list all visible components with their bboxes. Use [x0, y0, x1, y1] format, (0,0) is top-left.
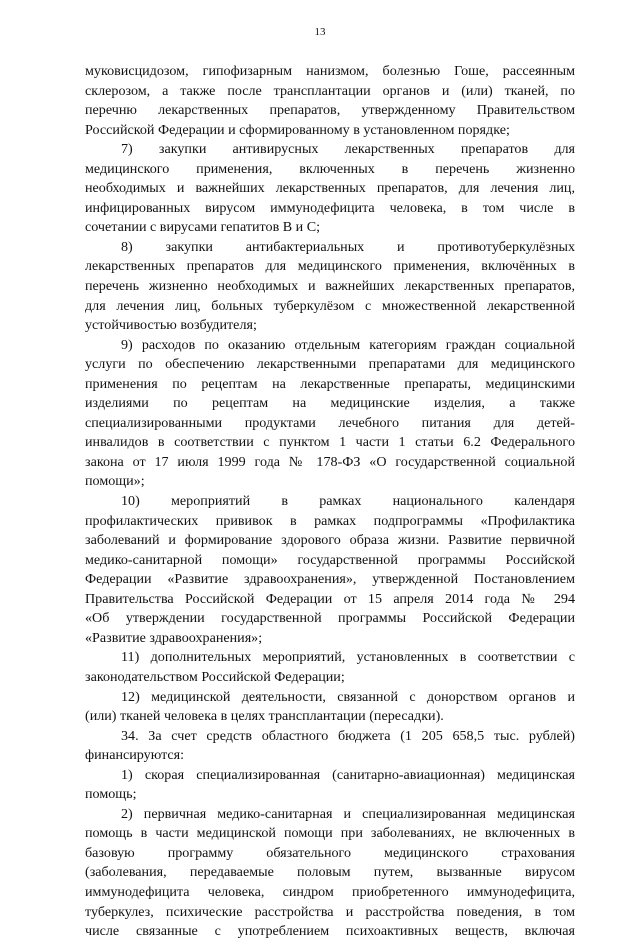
paragraph-line: заболеваний и формирование здорового образа жизни. Развитие первичной	[85, 532, 575, 549]
paragraph-line: перечень жизненно необходимых и важнейших лекарственных препаратов,	[85, 278, 575, 295]
paragraph-line: инфицированных вирусом иммунодефицита человека, в том числе в	[85, 199, 575, 216]
page-number: 13	[314, 26, 326, 38]
paragraph-line: 7) закупки антивирусных лекарственных препаратов для	[121, 141, 575, 158]
paragraph-line: «Развитие здравоохранения»;	[85, 629, 263, 646]
paragraph-line: финансируются:	[85, 747, 185, 764]
paragraph-line: 12) медицинской деятельности, связанной с донорством органов и	[121, 688, 575, 705]
paragraph-line: помощь в части медицинской помощи при заболеваниях, не включенных в	[85, 825, 575, 842]
paragraph-line: (или) тканей человека в целях трансплантации (пересадки).	[85, 708, 444, 725]
paragraph-line: необходимых и важнейших лекарственных препаратов, для лечения лиц,	[85, 180, 575, 197]
paragraph-line: профилактических прививок в рамках подпрограммы «Профилактика	[85, 512, 575, 529]
paragraph-line: базовую программу обязательного медицинского страхования	[85, 844, 575, 861]
paragraph-line: закона от 17 июля 1999 года № 178-ФЗ «О государственной социальной	[85, 453, 575, 470]
paragraph-line: (заболевания, передаваемые половым путем, вызванные вирусом	[85, 864, 575, 881]
paragraph-line: иммунодефицита человека, синдром приобретенного иммунодефицита,	[85, 883, 575, 900]
paragraph-line: склерозом, а также после трансплантации органов и (или) тканей, по	[85, 82, 575, 99]
paragraph-line: услуги по обеспечению лекарственными препаратами для медицинского	[85, 356, 575, 373]
paragraph-line: законодательством Российской Федерации;	[85, 668, 345, 685]
paragraph-line: Российской Федерации и сформированному в установленном порядке;	[85, 121, 510, 138]
paragraph-line: муковисцидозом, гипофизарным нанизмом, болезнью Гоше, рассеянным	[85, 63, 575, 79]
paragraph-line: 1) скорая специализированная (санитарно-авиационная) медицинская	[121, 766, 575, 783]
paragraph-line: помощь;	[85, 786, 137, 803]
paragraph-line: изделиями по рецептам на медицинские изделия, а также	[85, 395, 575, 412]
paragraph-line: медицинского применения, включенных в перечень жизненно	[85, 160, 575, 177]
paragraph-line: лекарственных препаратов для медицинского применения, включённых в	[85, 258, 575, 275]
paragraph-line: помощи»;	[85, 473, 145, 490]
paragraph-line: числе связанные с употреблением психоактивных веществ, включая	[85, 923, 575, 940]
paragraph-line: для лечения лиц, больных туберкулёзом с множественной лекарственной	[85, 297, 575, 314]
paragraph-line: 11) дополнительных мероприятий, установленных в соответствии с	[121, 649, 575, 666]
paragraph-line: 9) расходов по оказанию отдельным категориям граждан социальной	[121, 336, 575, 353]
paragraph-line: «Об утверждении государственной программы Российской Федерации	[85, 610, 575, 627]
document-body	[85, 62, 575, 942]
paragraph-line: Федерации «Развитие здравоохранения», утвержденной Постановлением	[85, 571, 575, 588]
paragraph-line: сочетании с вирусами гепатитов B и C;	[85, 219, 321, 236]
paragraph-line: Правительства Российской Федерации от 15 апреля 2014 года № 294	[85, 590, 575, 607]
paragraph-line: применения по рецептам на лекарственные препараты, медицинскими	[85, 375, 575, 392]
paragraph-line: туберкулез, психические расстройства и расстройства поведения, в том	[85, 903, 575, 920]
paragraph-line: перечню лекарственных препаратов, утвержденному Правительством	[85, 102, 575, 119]
paragraph-line: 8) закупки антибактериальных и противотуберкулёзных	[121, 238, 575, 255]
paragraph-line: устойчивостью возбудителя;	[85, 317, 257, 334]
paragraph-line: 2) первичная медико-санитарная и специализированная медицинская	[121, 805, 575, 822]
paragraph-line: 10) мероприятий в рамках национального календаря	[121, 493, 575, 510]
paragraph-line: специализированными продуктами лечебного питания для детей-	[85, 414, 575, 431]
paragraph-line: 34. За счет средств областного бюджета (1 205 658,5 тыс. рублей)	[121, 727, 575, 744]
paragraph-line: медико-санитарной помощи» государственной программы Российской	[85, 551, 575, 568]
paragraph-line: инвалидов в соответствии с пунктом 1 части 1 статьи 6.2 Федерального	[85, 434, 575, 451]
